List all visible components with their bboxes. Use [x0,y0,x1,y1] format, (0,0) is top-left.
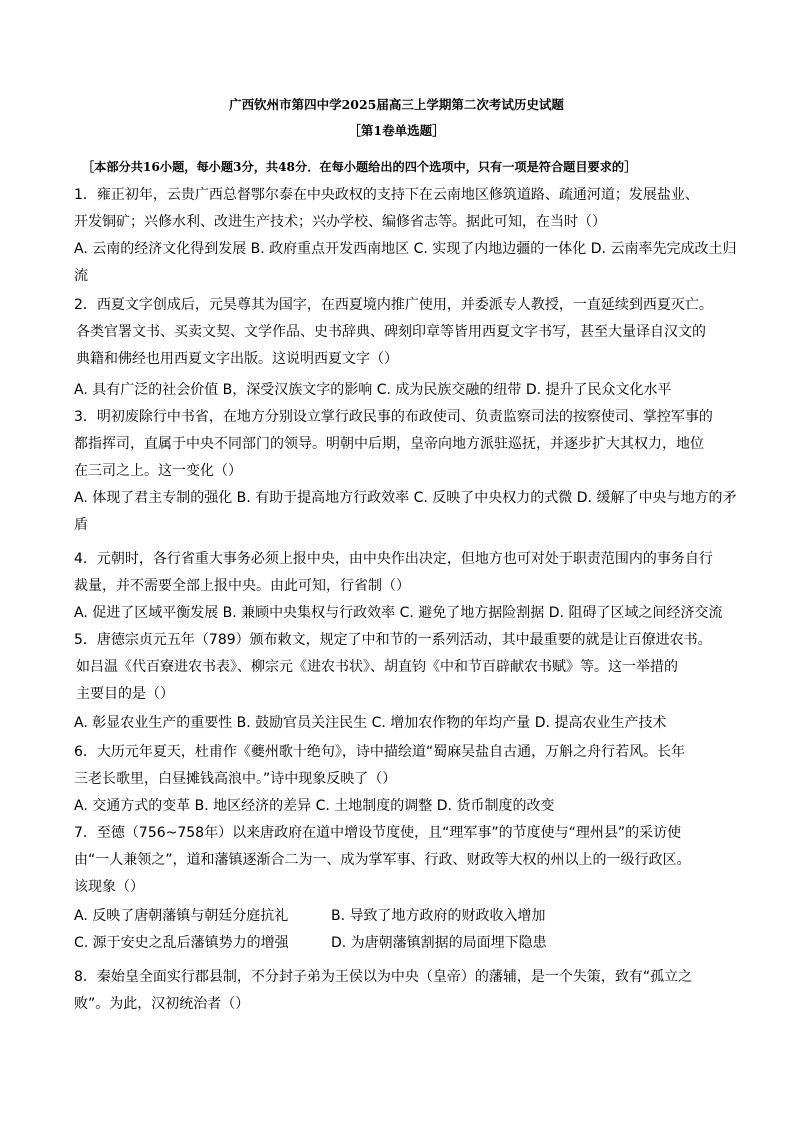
question-stem-line: 三老长歌里，白昼摊钱高浪中。”诗中现象反映了（） [74,771,397,787]
question-stem-line: 各类官署文书、买卖文契、文学作品、史书辞典、碑刻印章等皆用西夏文字书写，甚至大量译自汉文的 [76,324,706,340]
question-stem-line: 该现象（） [74,879,144,895]
question-options: 流 [74,268,88,284]
question-stem-line: 3．明初废除行中书省，在地方分别设立掌行政民事的布政使司、负责监察司法的按察使司、掌控军事的 [74,409,713,425]
question-option-a: A. 反映了唐朝藩镇与朝廷分庭抗礼 [74,908,289,924]
question-stem-line: 2．西夏文字创成后，元昊尊其为国字，在西夏境内推广使用，并委派专人教授，一直延续到西夏灭亡。 [74,297,713,313]
question-stem-line: 1．雍正初年，云贵广西总督鄂尔泰在中央政权的支持下在云南地区修筑道路、疏通河道；发展盐业、 [74,187,699,203]
section-instructions: ［本部分共16小题，每小题3分，共48分．在每小题给出的四个选项中，只有一项是符合题目要求的］ [82,160,637,174]
question-stem-line: 由“一人兼领之”，道和藩镇逐渐合二为一、成为掌军事、行政、财政等大权的州以上的一级行政区。 [74,852,691,868]
question-stem-line: 如吕温《代百寮进农书表》、柳宗元《进农书状》、胡直钧《中和节百辟献农书赋》等。这一举措的 [76,659,678,675]
question-options: A. 体现了君主专制的强化 B. 有助于提高地方行政效率 C. 反映了中央权力的式微 D. 缓解了中央与地方的矛 [74,490,737,506]
question-stem-line: 开发铜矿；兴修水利、改进生产技术；兴办学校、编修省志等。据此可知，在当时（） [74,214,606,230]
question-options: A. 交通方式的变革 B. 地区经济的差异 C. 土地制度的调整 D. 货币制度的改变 [74,798,555,814]
section-heading: ［第1卷单选题］ [348,123,445,138]
question-stem-line: 都指挥司，直属于中央不同部门的领导。明朝中后期，皇帝向地方派驻巡抚，并逐步扩大其权力，地位 [74,436,704,452]
question-options: 盾 [74,517,88,533]
question-stem-line: 典籍和佛经也用西夏文字出版。这说明西夏文字（） [76,351,398,367]
question-stem-line: 败”。为此，汉初统治者（） [74,996,250,1012]
question-option-c: C. 源于安史之乱后藩镇势力的增强 [74,935,289,951]
question-stem-line: 裁量，并不需要全部上报中央。由此可知，行省制（） [74,578,410,594]
question-option-d: D. 为唐朝藩镇割据的局面埋下隐患 [331,935,547,951]
question-stem-line: 8．秦始皇全面实行郡县制，不分封子弟为王侯以为中央（皇帝）的藩辅，是一个失策，致有“孤立之 [74,969,693,985]
question-option-b: B. 导致了地方政府的财政收入增加 [331,908,546,924]
question-stem-line: 主要目的是（） [76,686,174,702]
question-options: A. 具有广泛的社会价值 B，深受汉族文字的影响 C. 成为民族交融的纽带 D. 提升了民众文化水平 [74,382,672,398]
question-options: A. 彰显农业生产的重要性 B. 鼓励官员关注民生 C. 增加农作物的年均产量 D. 提高农业生产技术 [74,715,667,731]
question-options: A. 云南的经济文化得到发展 B. 政府重点开发西南地区 C. 实现了内地边疆的一体化 D. 云南率先完成改土归 [74,241,737,257]
question-stem-line: 5．唐德宗贞元五年（789）颁布敕文，规定了中和节的一系列活动，其中最重要的就是让百僚进农书。 [74,632,712,648]
exam-title: 广西钦州市第四中学2025届高三上学期第二次考试历史试题 [229,97,564,112]
question-stem-line: 6．大历元年夏天，杜甫作《夔州歌十绝句》，诗中描绘道“蜀麻吴盐自古通，万斛之舟行若风。长年 [74,744,686,760]
question-stem-line: 7．至德（756~758年）以来唐政府在道中增设节度使，且“理军事”的节度使与“理州县”的采访使 [74,825,682,841]
question-stem-line: 4．元朝时，各行省重大事务必须上报中央，由中央作出决定，但地方也可对处于职责范围内的事务自行 [74,551,713,567]
question-stem-line: 在三司之上。这一变化（） [74,463,242,479]
question-options: A. 促进了区域平衡发展 B. 兼顾中央集权与行政效率 C. 避免了地方据险割据 D. 阻碍了区域之间经济交流 [74,605,723,621]
